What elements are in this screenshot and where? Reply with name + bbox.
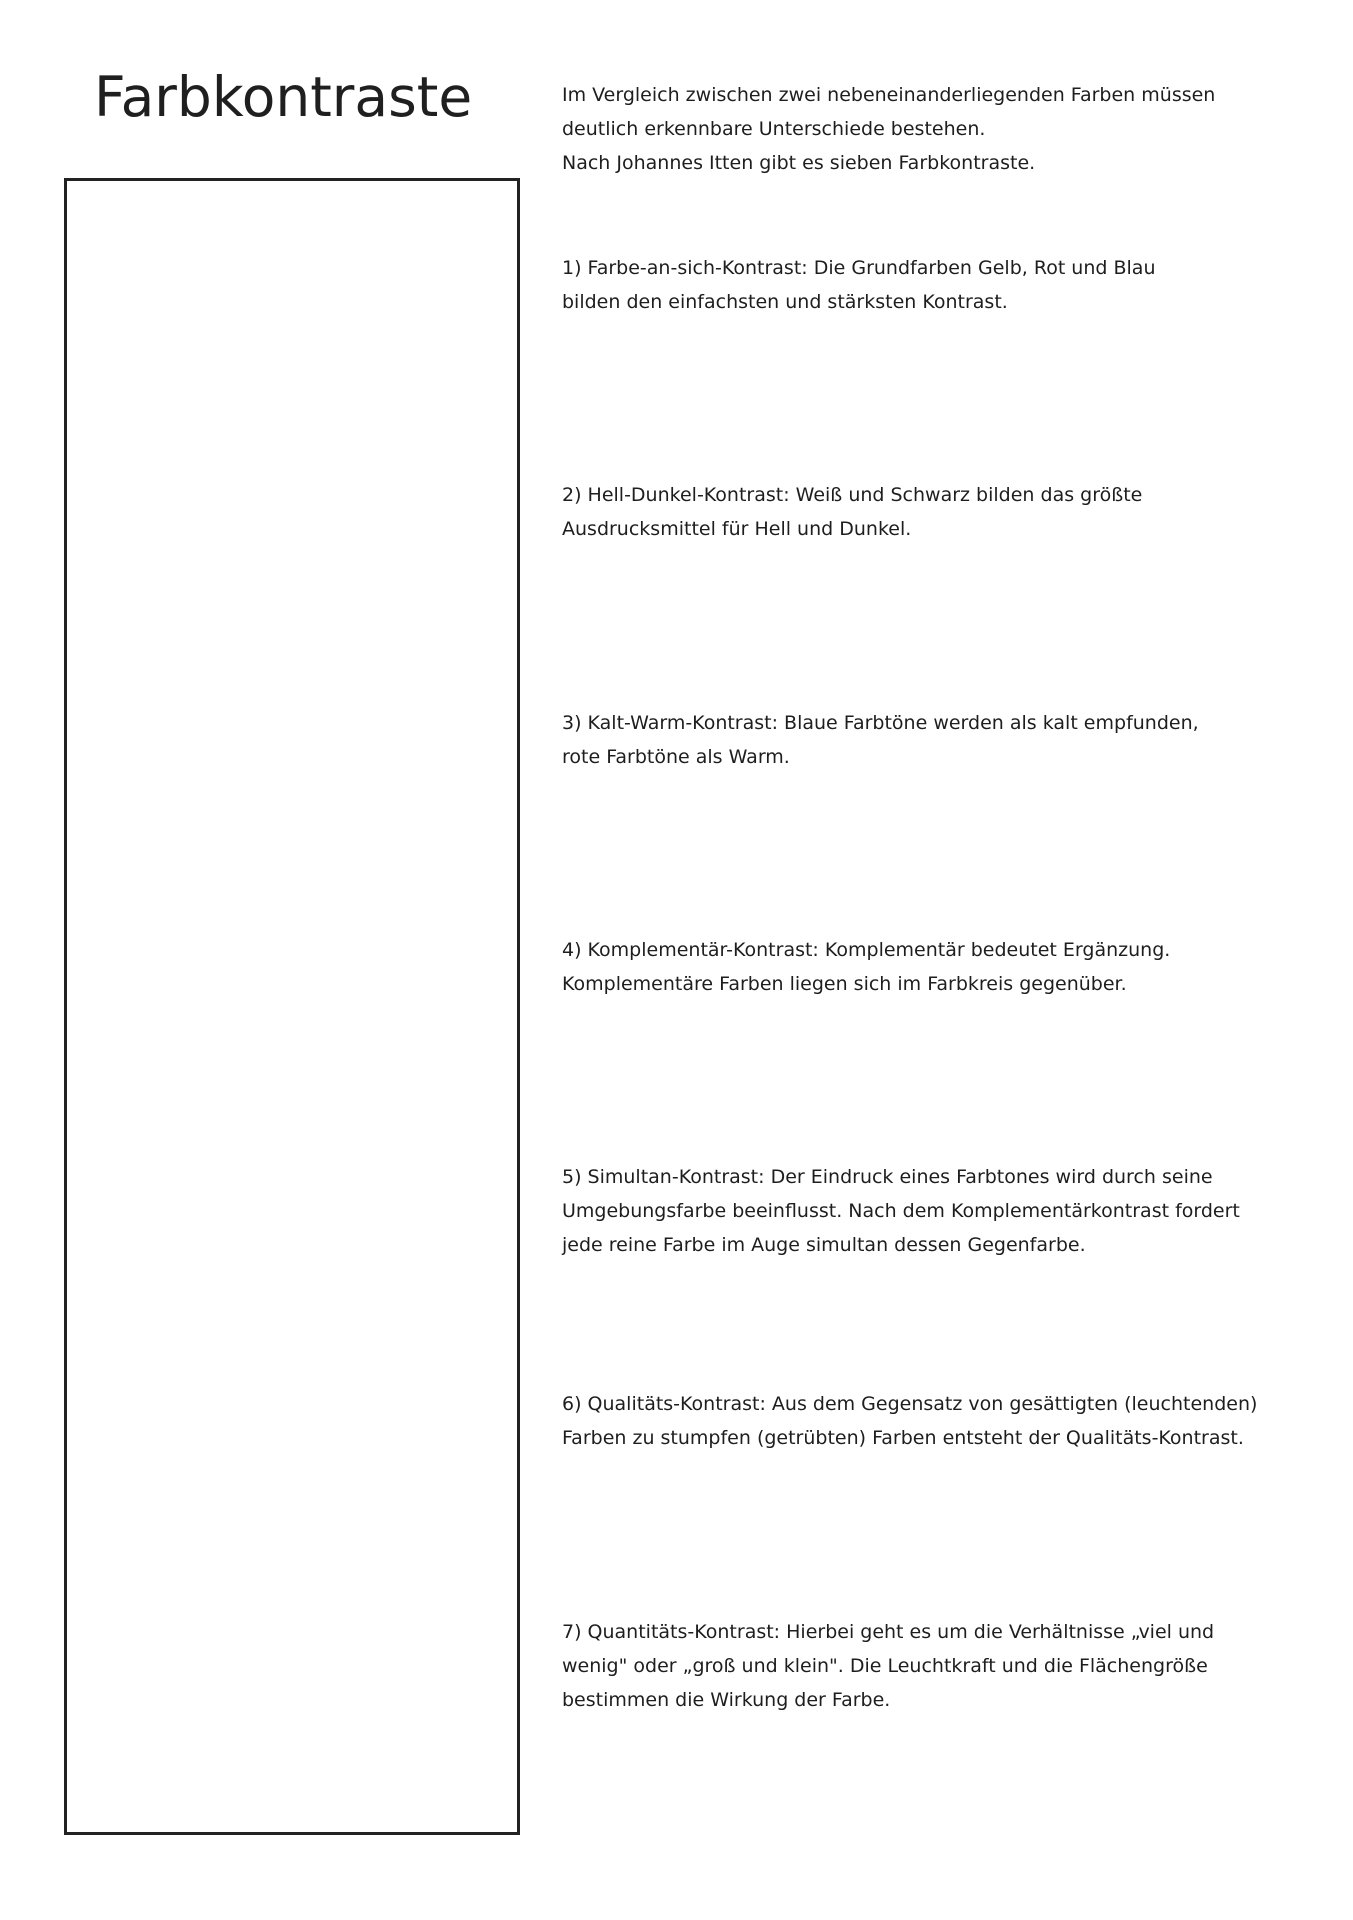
item-line: bestimmen die Wirkung der Farbe. bbox=[562, 1689, 891, 1711]
item-line: 5) Simultan-Kontrast: Der Eindruck eines Farbtones wird durch seine bbox=[562, 1166, 1213, 1188]
contrast-item-6 bbox=[562, 1387, 1342, 1455]
contrast-item-5 bbox=[562, 1160, 1342, 1262]
contrast-item-4 bbox=[562, 933, 1342, 1001]
intro-line: deutlich erkennbare Unterschiede bestehen. bbox=[562, 118, 986, 140]
item-line: jede reine Farbe im Auge simultan dessen Gegenfarbe. bbox=[562, 1234, 1086, 1256]
item-line: 4) Komplementär-Kontrast: Komplementär bedeutet Ergänzung. bbox=[562, 939, 1171, 961]
item-line: bilden den einfachsten und stärksten Kontrast. bbox=[562, 291, 1008, 313]
contrast-item-2 bbox=[562, 478, 1342, 546]
item-line: wenig" oder „groß und klein". Die Leuchtkraft und die Flächengröße bbox=[562, 1655, 1208, 1677]
page-title: Farbkontraste bbox=[94, 65, 473, 129]
contrast-item-7 bbox=[562, 1615, 1342, 1717]
item-line: Farben zu stumpfen (getrübten) Farben entsteht der Qualitäts-Kontrast. bbox=[562, 1427, 1244, 1449]
item-line: 6) Qualitäts-Kontrast: Aus dem Gegensatz von gesättigten (leuchtenden) bbox=[562, 1393, 1258, 1415]
item-line: Umgebungsfarbe beeinflusst. Nach dem Komplementärkontrast fordert bbox=[562, 1200, 1240, 1222]
drawing-box bbox=[64, 178, 520, 1835]
intro-paragraph bbox=[562, 78, 1342, 180]
intro-line: Im Vergleich zwischen zwei nebeneinanderliegenden Farben müssen bbox=[562, 84, 1216, 106]
item-line: rote Farbtöne als Warm. bbox=[562, 746, 790, 768]
item-line: 1) Farbe-an-sich-Kontrast: Die Grundfarben Gelb, Rot und Blau bbox=[562, 257, 1156, 279]
item-line: 2) Hell-Dunkel-Kontrast: Weiß und Schwarz bilden das größte bbox=[562, 484, 1143, 506]
intro-line: Nach Johannes Itten gibt es sieben Farbkontraste. bbox=[562, 152, 1036, 174]
contrast-item-3 bbox=[562, 706, 1342, 774]
item-line: 7) Quantitäts-Kontrast: Hierbei geht es um die Verhältnisse „viel und bbox=[562, 1621, 1215, 1643]
contrast-item-1 bbox=[562, 251, 1342, 319]
item-line: Ausdrucksmittel für Hell und Dunkel. bbox=[562, 518, 912, 540]
item-line: 3) Kalt-Warm-Kontrast: Blaue Farbtöne werden als kalt empfunden, bbox=[562, 712, 1199, 734]
item-line: Komplementäre Farben liegen sich im Farbkreis gegenüber. bbox=[562, 973, 1127, 995]
